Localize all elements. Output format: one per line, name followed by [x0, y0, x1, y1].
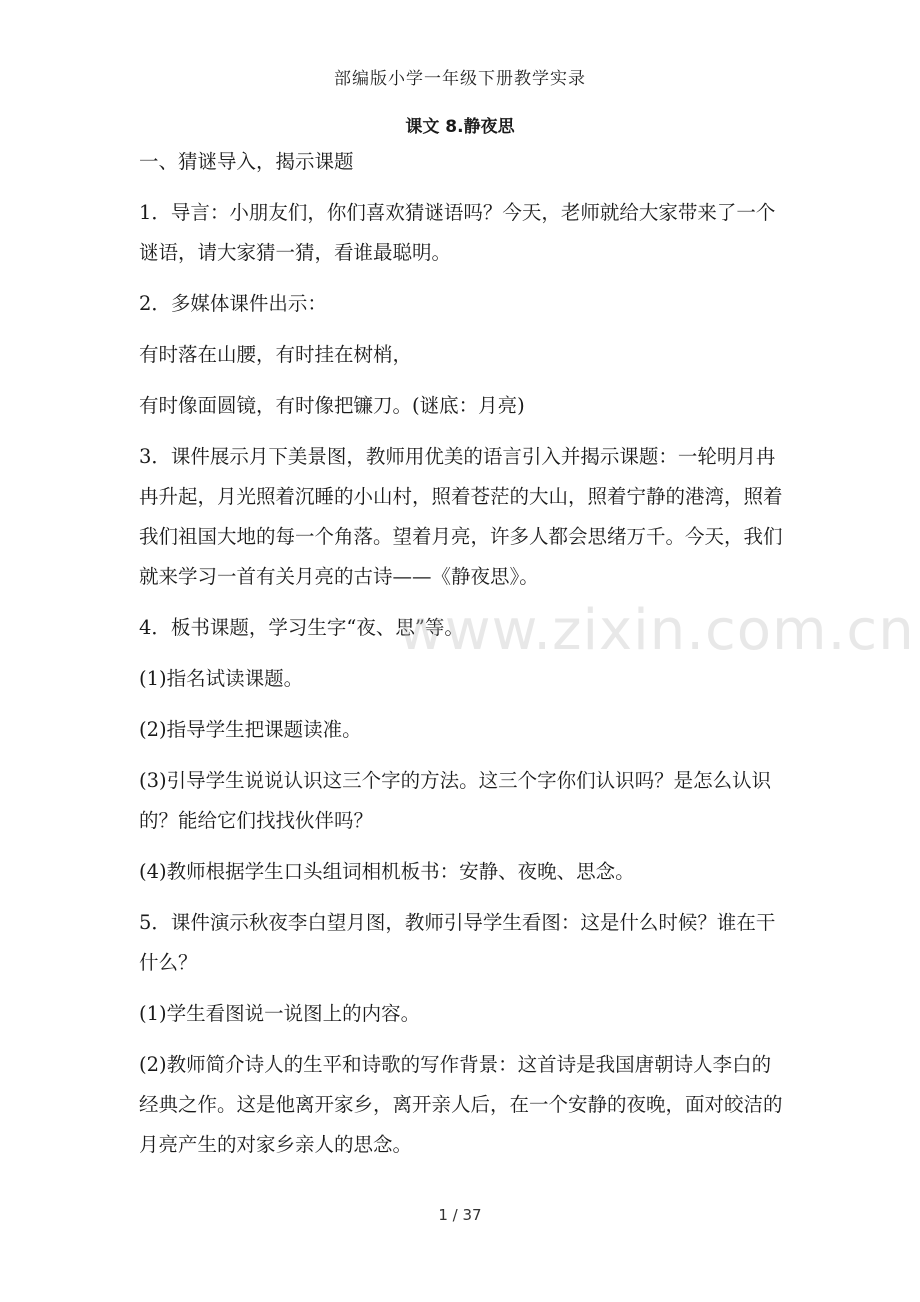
- paragraph: 3．课件展示月下美景图，教师用优美的语言引入并揭示课题：一轮明月冉冉升起，月光照着沉睡的小山村，照着苍茫的大山，照着宁静的港湾，照着我们祖国大地的每一个角落。望着月亮，许多人都会思绪万千。今天，我们就来学习一首有关月亮的古诗——《静夜思》。: [139, 445, 783, 588]
- lesson-title: 课文 8.静夜思: [405, 117, 515, 137]
- list-item: (2)指导学生把课题读准。: [139, 718, 362, 741]
- list-item: (3)引导学生说说认识这三个字的方法。这三个字你们认识吗？是怎么认识的？能给它们找找伙伴吗？: [139, 769, 772, 832]
- list-item: (4)教师根据学生口头组词相机板书：安静、夜晚、思念。: [139, 860, 635, 883]
- running-header: 部编版小学一年级下册教学实录: [334, 69, 586, 89]
- list-item: (1)学生看图说一说图上的内容。: [139, 1002, 421, 1025]
- paragraph: 4．板书课题，学习生字“夜、思”等。: [139, 616, 464, 639]
- section-heading: 一、猜谜导入，揭示课题: [139, 150, 354, 173]
- paragraph: 1．导言：小朋友们，你们喜欢猜谜语吗？今天，老师就给大家带来了一个谜语，请大家猜一猜，看谁最聪明。: [139, 201, 776, 264]
- paragraph: 5．课件演示秋夜李白望月图，教师引导学生看图：这是什么时候？谁在干什么？: [139, 911, 776, 974]
- watermark: www.zixin.com.cn: [398, 598, 915, 663]
- riddle-line: 有时落在山腰，有时挂在树梢，: [139, 343, 413, 366]
- list-item: (2)教师简介诗人的生平和诗歌的写作背景：这首诗是我国唐朝诗人李白的经典之作。这是他离开家乡，离开亲人后，在一个安静的夜晚，面对皎洁的月亮产生的对家乡亲人的思念。: [139, 1053, 783, 1156]
- riddle-line: 有时像面圆镜，有时像把镰刀。(谜底：月亮): [139, 394, 525, 417]
- page-number: 1 / 37: [438, 1206, 482, 1224]
- document-body: [139, 142, 789, 1169]
- paragraph: 2．多媒体课件出示：: [139, 292, 327, 315]
- list-item: (1)指名试读课题。: [139, 667, 304, 690]
